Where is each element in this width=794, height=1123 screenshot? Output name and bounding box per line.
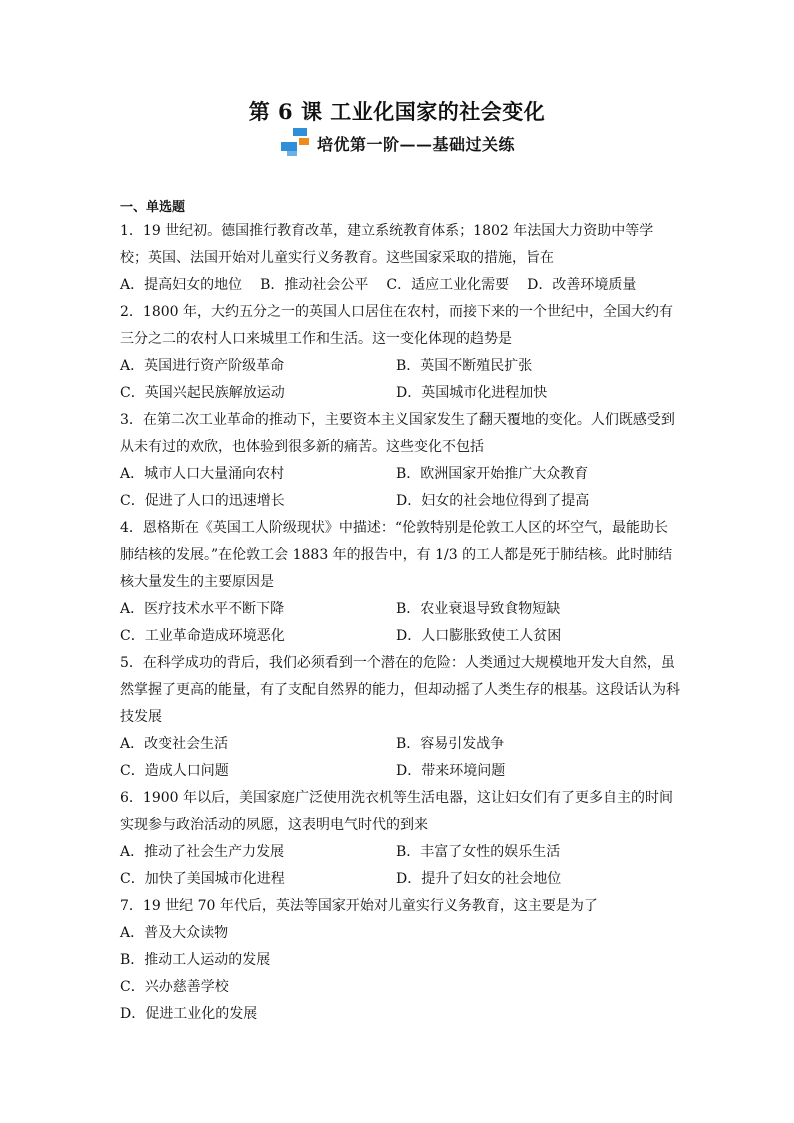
subtitle-row — [0, 128, 794, 158]
option-b: B．推动社会公平 — [260, 277, 369, 293]
question-options — [120, 596, 680, 650]
option-a: A．英国进行资产阶级革命 — [120, 358, 285, 374]
page-subtitle: 培优第一阶——基础过关练 — [316, 134, 515, 154]
option-a: A．普及大众读物 — [120, 925, 229, 941]
option-b: B．容易引发战争 — [396, 736, 505, 752]
question-options — [120, 920, 680, 1028]
option-a: A．城市人口大量涌向农村 — [120, 466, 285, 482]
option-a: A．提高妇女的地位 — [120, 277, 243, 293]
option-c: C．加快了美国城市化进程 — [120, 871, 285, 887]
question-4 — [120, 515, 680, 650]
question-3 — [120, 407, 680, 515]
question-text: 4．恩格斯在《英国工人阶级现状》中描述：“伦敦特别是伦敦工人区的坏空气，最能助长肺结核的发展。”在伦敦工会 1883 年的报告中，有 1/3 的工人都是死于肺结核。此时肺结核大量发生的主要原因是 — [120, 520, 673, 590]
question-2 — [120, 299, 680, 407]
option-b: B．英国不断殖民扩张 — [396, 358, 533, 374]
option-a: A．改变社会生活 — [120, 736, 229, 752]
option-b: B．推动工人运动的发展 — [120, 952, 271, 968]
option-d: D．英国城市化进程加快 — [396, 385, 548, 401]
option-d: D．妇女的社会地位得到了提高 — [396, 493, 590, 509]
option-d: D．提升了妇女的社会地位 — [396, 871, 562, 887]
question-text: 5．在科学成功的背后，我们必须看到一个潜在的危险：人类通过大规模地开发大自然，虽然掌握了更高的能量，有了支配自然界的能力，但却动摇了人类生存的根基。这段话认为科技发展 — [120, 655, 680, 725]
option-b: B．欧洲国家开始推广大众教育 — [396, 466, 589, 482]
question-text: 7．19 世纪 70 年代后，英法等国家开始对儿童实行义务教育，这主要是为了 — [120, 898, 598, 914]
option-a: A．医疗技术水平不断下降 — [120, 601, 285, 617]
option-b: B．农业衰退导致食物短缺 — [396, 601, 561, 617]
option-c: C．兴办慈善学校 — [120, 979, 229, 995]
option-d: D．促进工业化的发展 — [120, 1006, 258, 1022]
option-a: A．推动了社会生产力发展 — [120, 844, 285, 860]
question-options — [120, 731, 680, 785]
question-text: 3．在第二次工业革命的推动下，主要资本主义国家发生了翻天覆地的变化。人们既感受到从未有过的欢欣，也体验到很多新的痛苦。这些变化不包括 — [120, 412, 675, 455]
question-5 — [120, 650, 680, 785]
option-c: C．促进了人口的迅速增长 — [120, 493, 285, 509]
question-1 — [120, 218, 680, 299]
section-heading: 一、单选题 — [120, 200, 186, 215]
page-title: 第 6 课 工业化国家的社会变化 — [248, 99, 546, 124]
option-d: D．人口膨胀致使工人贫困 — [396, 628, 562, 644]
option-c: C．工业革命造成环境恶化 — [120, 628, 285, 644]
question-text: 1．19 世纪初。德国推行教育改革，建立系统教育体系；1802 年法国大力资助中等学校；英国、法国开始对儿童实行义务教育。这些国家采取的措施，旨在 — [120, 223, 654, 266]
question-options — [120, 461, 680, 515]
question-options — [120, 839, 680, 893]
option-b: B．丰富了女性的娱乐生活 — [396, 844, 561, 860]
question-6 — [120, 785, 680, 893]
question-text: 6．1900 年以后，美国家庭广泛使用洗衣机等生活电器，这让妇女们有了更多自主的时间实现参与政治活动的夙愿，这表明电气时代的到来 — [120, 790, 673, 833]
question-7 — [120, 893, 680, 1028]
option-d: D．带来环境问题 — [396, 763, 506, 779]
option-c: C．造成人口问题 — [120, 763, 229, 779]
option-d: D．改善环境质量 — [527, 277, 637, 293]
question-options — [120, 272, 680, 299]
question-options — [120, 353, 680, 407]
question-text: 2．1800 年，大约五分之一的英国人口居住在农村，而接下来的一个世纪中，全国大约有三分之二的农村人口来城里工作和生活。这一变化体现的趋势是 — [120, 304, 673, 347]
blocks-decoration-icon — [279, 128, 313, 158]
option-c: C．英国兴起民族解放运动 — [120, 385, 285, 401]
option-c: C．适应工业化需要 — [386, 277, 510, 293]
question-content — [120, 200, 680, 1028]
